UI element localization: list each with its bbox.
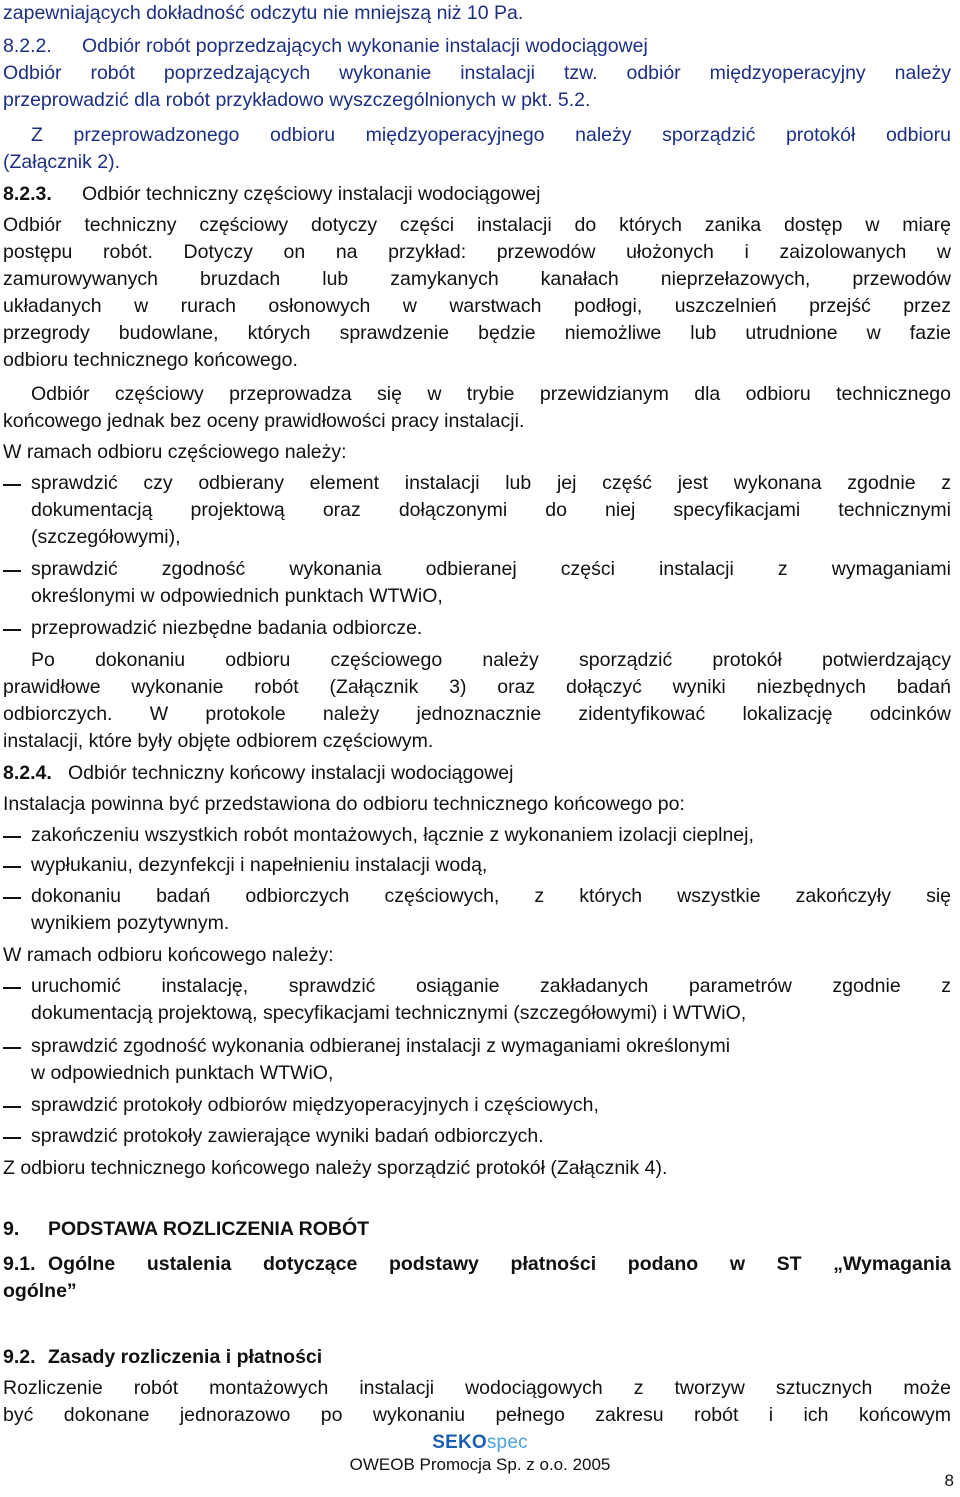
list-bullet-dash <box>3 897 21 899</box>
text-line: postępu robót. Dotyczy on na przykład: przewodów ułożonych i zaizolowanych w <box>3 241 951 263</box>
list-item: sprawdzić protokoły odbiorów międzyoperacyjnych i częściowych, <box>31 1094 599 1116</box>
list-item: sprawdzić czy odbierany element instalacji lub jej część jest wykonana zgodnie z <box>31 472 951 494</box>
list-item-continued: wynikiem pozytywnym. <box>31 912 230 934</box>
subsection-number: 9.2. <box>3 1346 36 1368</box>
footer-company: OWEOB Promocja Sp. z o.o. 2005 <box>349 1455 611 1474</box>
list-bullet-dash <box>3 866 21 868</box>
text-line: instalacji, które były objęte odbiorem częściowym. <box>3 730 434 752</box>
list-bullet-dash <box>3 1047 21 1049</box>
text-line: Odbiór techniczny częściowy dotyczy części instalacji do których zanika dostęp w miarę <box>3 214 951 236</box>
text-line: Instalacja powinna być przedstawiona do odbioru technicznego końcowego po: <box>3 793 685 815</box>
subsection-heading: Ogólne ustalenia dotyczące podstawy płatności podano w ST „Wymagania <box>48 1253 951 1275</box>
section-number: 8.2.4. <box>3 762 52 784</box>
subsection-number: 9.1. <box>3 1253 36 1275</box>
text-line: być dokonane jednorazowo po wykonaniu pełnego zakresu robót i ich końcowym <box>3 1404 951 1426</box>
logo-seko-text: SEKO <box>432 1432 487 1453</box>
list-bullet-dash <box>3 836 21 838</box>
logo-spec-text: spec <box>486 1432 528 1453</box>
text-line: W ramach odbioru częściowego należy: <box>3 441 347 463</box>
section-number: 8.2.2. <box>3 35 52 57</box>
text-line: Z przeprowadzonego odbioru międzyoperacyjnego należy sporządzić protokół odbioru <box>31 124 951 146</box>
text-line: Po dokonaniu odbioru częściowego należy sporządzić protokół potwierdzający <box>31 649 951 671</box>
sekospec-logo <box>0 1432 960 1454</box>
page-number: 8 <box>944 1471 954 1490</box>
section-number: 8.2.3. <box>3 183 52 205</box>
text-line: układanych w rurach osłonowych w warstwach podłogi, uszczelnień przejść przez <box>3 295 951 317</box>
text-line: zapewniających dokładność odczytu nie mniejszą niż 10 Pa. <box>3 2 524 24</box>
list-item: sprawdzić zgodność wykonania odbieranej części instalacji z wymaganiami <box>31 558 951 580</box>
list-item-continued: w odpowiednich punktach WTWiO, <box>31 1062 334 1084</box>
list-bullet-dash <box>3 629 21 631</box>
list-item-continued: dokumentacją projektową oraz dołączonymi do niej specyfikacjami technicznymi <box>31 499 951 521</box>
list-item: sprawdzić protokoły zawierające wyniki badań odbiorczych. <box>31 1125 544 1147</box>
list-bullet-dash <box>3 1106 21 1108</box>
list-item-continued: (szczegółowymi), <box>31 526 181 548</box>
list-bullet-dash <box>3 484 21 486</box>
list-bullet-dash <box>3 987 21 989</box>
section-heading: Odbiór robót poprzedzających wykonanie instalacji wodociągowej <box>82 35 648 57</box>
text-line: przeprowadzić dla robót przykładowo wyszczególnionych w pkt. 5.2. <box>3 89 591 111</box>
list-item: sprawdzić zgodność wykonania odbieranej instalacji z wymaganiami określonymi <box>31 1035 731 1057</box>
list-item-continued: określonymi w odpowiednich punktach WTWiO, <box>31 585 443 607</box>
subsection-heading-continued: ogólne” <box>3 1280 77 1302</box>
list-item: uruchomić instalację, sprawdzić osiąganie zakładanych parametrów zgodnie z <box>31 975 951 997</box>
text-line: prawidłowe wykonanie robót (Załącznik 3) oraz dołączyć wyniki niezbędnych badań <box>3 676 951 698</box>
text-line: Odbiór częściowy przeprowadza się w trybie przewidzianym dla odbioru technicznego <box>31 383 951 405</box>
text-line: zamurowywanych bruzdach lub zamykanych kanałach nieprzełazowych, przewodów <box>3 268 951 290</box>
list-bullet-dash <box>3 570 21 572</box>
list-item-continued: dokumentacją projektową, specyfikacjami technicznymi (szczegółowymi) i WTWiO, <box>31 1002 747 1024</box>
list-item: zakończeniu wszystkich robót montażowych, łącznie z wykonaniem izolacji cieplnej, <box>31 824 754 846</box>
text-line: odbioru technicznego końcowego. <box>3 349 298 371</box>
text-line: (Załącznik 2). <box>3 151 121 173</box>
list-item: wypłukaniu, dezynfekcji i napełnieniu instalacji wodą, <box>31 854 488 876</box>
section-heading: Odbiór techniczny końcowy instalacji wodociągowej <box>68 762 514 784</box>
text-line: końcowego jednak bez oceny prawidłowości pracy instalacji. <box>3 410 525 432</box>
list-item: przeprowadzić niezbędne badania odbiorcze. <box>31 617 423 639</box>
chapter-heading: PODSTAWA ROZLICZENIA ROBÓT <box>48 1218 370 1240</box>
list-bullet-dash <box>3 1137 21 1139</box>
section-heading: Odbiór techniczny częściowy instalacji wodociągowej <box>82 183 541 205</box>
text-line: Rozliczenie robót montażowych instalacji wodociągowych z tworzyw sztucznych może <box>3 1377 951 1399</box>
text-line: W ramach odbioru końcowego należy: <box>3 944 334 966</box>
text-line: Odbiór robót poprzedzających wykonanie instalacji tzw. odbiór międzyoperacyjny należy <box>3 62 951 84</box>
text-line: przegrody budowlane, których sprawdzenie będzie niemożliwe lub utrudnione w fazie <box>3 322 951 344</box>
chapter-number: 9. <box>3 1218 20 1240</box>
text-line: odbiorczych. W protokole należy jednoznacznie zidentyfikować lokalizację odcinków <box>3 703 951 725</box>
text-line: Z odbioru technicznego końcowego należy sporządzić protokół (Załącznik 4). <box>3 1157 668 1179</box>
subsection-heading: Zasady rozliczenia i płatności <box>48 1346 323 1368</box>
list-item: dokonaniu badań odbiorczych częściowych, z których wszystkie zakończyły się <box>31 885 951 907</box>
